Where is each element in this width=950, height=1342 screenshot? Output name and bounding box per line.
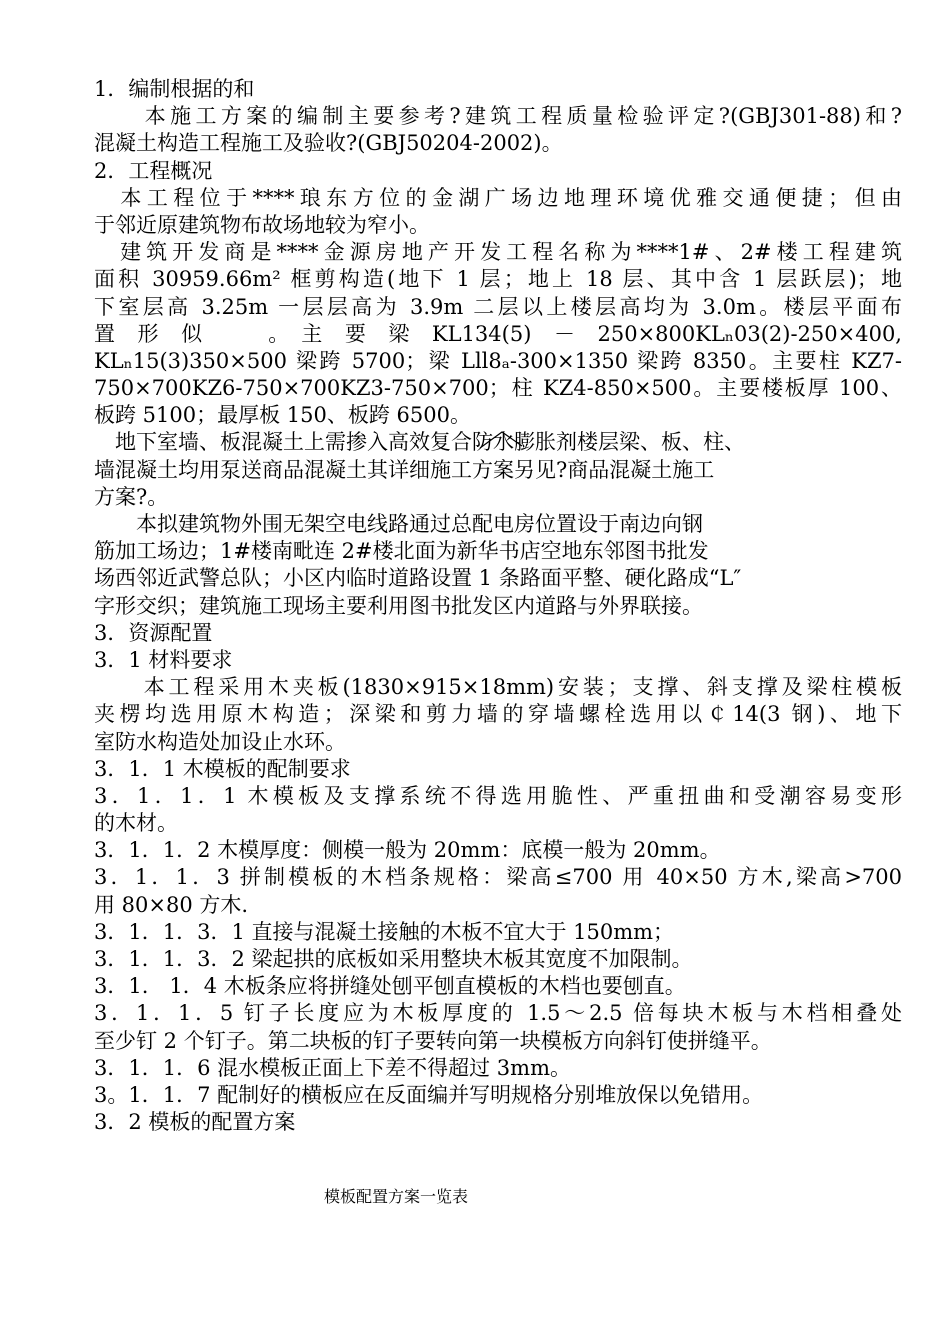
text-line: 夹楞均选用原木构造；深梁和剪力墙的穿墙螺栓选用以￠14(3 钢)、地下 — [94, 702, 902, 727]
text-line: 3．1．1．3 拼制模板的木档条规格：梁高≤700 用 40×50 方木,梁高>700 — [94, 865, 902, 890]
text-line: 的木材。 — [94, 811, 178, 836]
text-line: 场西邻近武警总队；小区内临时道路设置 1 条路面平整、硬化路成“L″ — [94, 566, 742, 591]
text-line: 用 80×80 方木. — [94, 892, 249, 917]
text-line: 字形交织；建筑施工现场主要利用图书批发区内道路与外界联接。 — [94, 593, 703, 618]
text-line: 3。1．1．7 配制好的横板应在反面编并写明规格分别堆放保以免错用。 — [94, 1082, 764, 1107]
text-line: 3．1．1．2 木模厚度：侧模一般为 20mm：底模一般为 20mm。 — [94, 838, 721, 863]
heading-3: 3．资源配置 — [94, 620, 213, 645]
text-line: 本工程采用木夹板(1830×915×18mm)安装；支撑、斜支撑及梁柱模板 — [94, 675, 902, 700]
text-line: 墙混凝土均用泵送商品混凝土其详细施工方案另见?商品混凝土施工 — [94, 457, 715, 482]
text-line: 下室层高 3.25m 一层层高为 3.9m 二层以上楼层高均为 3.0m。楼层平面布 — [94, 294, 902, 319]
heading-2: 2．工程概况 — [94, 158, 213, 183]
text-line: 至少钉 2 个钉子。第二块板的钉子要转向第一块模板方向斜钉使拼缝平。 — [94, 1028, 772, 1053]
text-line: 750×700KZ6-750×700KZ3-750×700；柱 KZ4-850×500。主要楼板厚 100、 — [94, 376, 902, 401]
heading-3-1-1: 3．1．1 木模板的配制要求 — [94, 756, 351, 781]
text-line: 方案?。 — [94, 484, 169, 509]
text-line: 3．1．1．1 木模板及支撑系统不得选用脆性、严重扭曲和受潮容易变形 — [94, 783, 902, 808]
text-line: 置 形 似 。 主 要 梁 KL134(5) － 250×800KLₙ03(2)-250×400, — [94, 321, 902, 346]
text-line: 本施工方案的编制主要参考?建筑工程质量检验评定?(GBJ301-88)和? — [94, 104, 902, 129]
text-line: 面积 30959.66m² 框剪构造(地下 1 层；地上 18 层、其中含 1 层跃层)；地 — [94, 267, 902, 292]
text-line: 本工程位于****琅东方位的金湖广场边地理环境优雅交通便捷；但由 — [94, 185, 902, 210]
heading-1: 1．编制根据的和 — [94, 77, 255, 101]
text-line: KLₙ15(3)350×500 梁跨 5700；梁 Lll8ₐ-300×1350 梁跨 8350。主要柱 KZ7- — [94, 348, 902, 373]
text-line: 筋加工场边；1#楼南毗连 2#楼北面为新华书店空地东邻图书批发 — [94, 539, 709, 564]
text-line: 地下室墙、板混凝土上需掺入高效复合防水膨胀剂楼层梁、板、柱、 — [94, 430, 745, 455]
text-line: 于邻近原建筑物布故场地较为窄小。 — [94, 212, 430, 237]
text-line: 室防水构造处加设止水环。 — [94, 729, 346, 754]
text-line: 3．1. 1．4 木板条应将拼缝处刨平刨直模板的木档也要刨直。 — [94, 974, 686, 999]
table-caption: 模板配置方案一览表 — [324, 1187, 469, 1206]
document-body — [94, 76, 902, 1136]
text-line: 3．1．1．6 混水模板正面上下差不得超过 3mm。 — [94, 1055, 571, 1080]
heading-3-1: 3．1 材料要求 — [94, 647, 233, 672]
text-line: 板跨 5100；最厚板 150、板跨 6500。 — [94, 403, 471, 428]
hook-mark-icon — [478, 428, 524, 450]
heading-3-2: 3．2 模板的配置方案 — [94, 1110, 296, 1135]
text-line: 本拟建筑物外围无架空电线路通过总配电房位置设于南边向钢 — [94, 512, 703, 536]
text-line: 3．1．1．3．2 梁起拱的底板如采用整块木板其宽度不加限制。 — [94, 947, 693, 971]
text-line: 混凝土构造工程施工及验收?(GBJ50204-2002)。 — [94, 131, 563, 156]
text-line: 3．1．1．3．1 直接与混凝土接触的木板不宜大于 150mm； — [94, 919, 675, 944]
text-line: 3．1．1．5 钉子长度应为木板厚度的 1.5～2.5 倍每块木板与木档相叠处 — [94, 1001, 902, 1026]
text-line: 建筑开发商是****金源房地产开发工程名称为****1#、2#楼工程建筑 — [94, 240, 902, 265]
